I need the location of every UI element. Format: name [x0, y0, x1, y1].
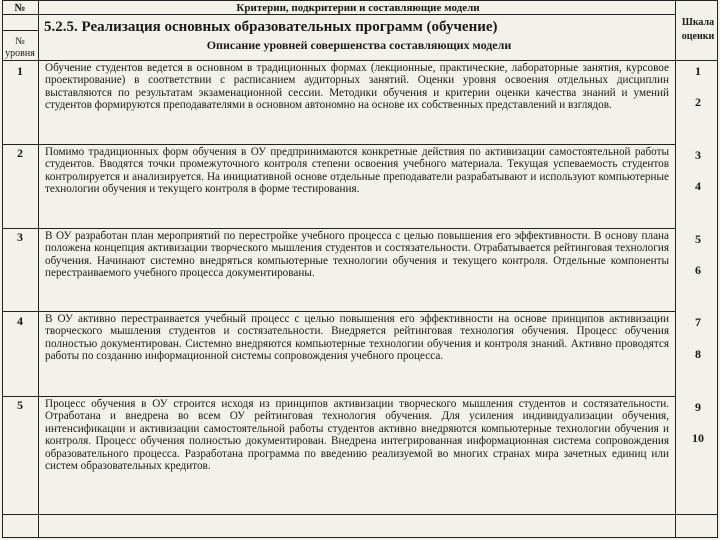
level-number: 5: [17, 398, 23, 412]
header-level-number: № уровня: [5, 36, 35, 59]
level-number: 4: [17, 314, 23, 328]
score-value: 7: [695, 315, 701, 329]
section-title: 5.2.5. Реализация основных образовательных программ (обучение): [44, 19, 498, 35]
header-scale: Шкала оценки: [681, 17, 715, 42]
score-value: 5: [695, 232, 701, 246]
score-value: 3: [695, 148, 701, 162]
score-value: 6: [695, 263, 701, 277]
level-number: 1: [17, 64, 23, 78]
score-value: 2: [695, 95, 701, 109]
header-number: №: [14, 2, 26, 14]
score-value: 9: [695, 400, 701, 414]
score-value: 4: [695, 179, 701, 193]
level-description: В ОУ разработан план мероприятий по перестройке учебного процесса с целью повышения его эффективности. В основу плана положена концепция активизации творческого мышления студентов и состязательности. Отрабатывается рейтинговая технология обучения. Начинают системно внедряться компьютерные технологии обучения и текущего контроля. Отдельные компоненты перестраиваемого учебного процесса документированы.: [45, 230, 669, 280]
levels-description-heading: Описание уровней совершенства составляющих модели: [206, 38, 512, 52]
score-value: 8: [695, 347, 701, 361]
header-criteria-title: Критерии, подкритерии и составляющие модели: [236, 2, 480, 14]
level-description: Помимо традиционных форм обучения в ОУ предпринимаются конкретные действия по активизации самостоятельной работы студентов. Вводятся точки промежуточного контроля степени освоения учебного материала. Текущая успеваемость студентов контролируется и анализируется. На инициативной основе отдельные преподаватели разрабатывают и используют компьютерные технологии обучения и текущего контроля в форме тестирования.: [45, 146, 669, 196]
level-description: В ОУ активно перестраивается учебный процесс с целью повышения его эффективности на основе принципов активизации творческого мышления студентов и состязательности. Внедряется рейтинговая технология обучения. Процесс обучения полностью документирован. Системно внедряются компьютерные технологии обучения и контроля знаний. Активно проводятся работы по созданию информационной системы сопровождения учебного процесса.: [45, 313, 669, 363]
score-value: 1: [695, 64, 701, 78]
level-number: 2: [17, 146, 23, 160]
level-number: 3: [17, 230, 23, 244]
score-value: 10: [692, 431, 704, 445]
level-description: Процесс обучения в ОУ строится исходя из принципов активизации творческого мышления студентов и состязательности. Отработана и внедрена во всем ОУ рейтинговая технология обучения. Для усиления индивидуализации обучения, интенсификации и активизации самостоятельной работы студентов активно внедряются компьютерные технологии обучения и контроля. Процесс обучения полностью документирован. Внедрена интегрированная информационная система сопровождения образовательного процесса. Разработана программа по введению реализуемой во многих странах мира зачетных единиц или систем образовательных кредитов.: [45, 398, 669, 473]
level-description: Обучение студентов ведется в основном в традиционных формах (лекционные, практические, лабораторные занятия, курсовое проектирование) в соответствии с расписанием аудиторных занятий. Оценки уровня освоения отдельных дисциплин выставляются по результатам экзаменационной сессии. Методики обучения и критерии оценки качества знаний и умений студентов формируются преподавателями в основном автономно на основе их собственных представлений и взглядов.: [45, 62, 669, 112]
